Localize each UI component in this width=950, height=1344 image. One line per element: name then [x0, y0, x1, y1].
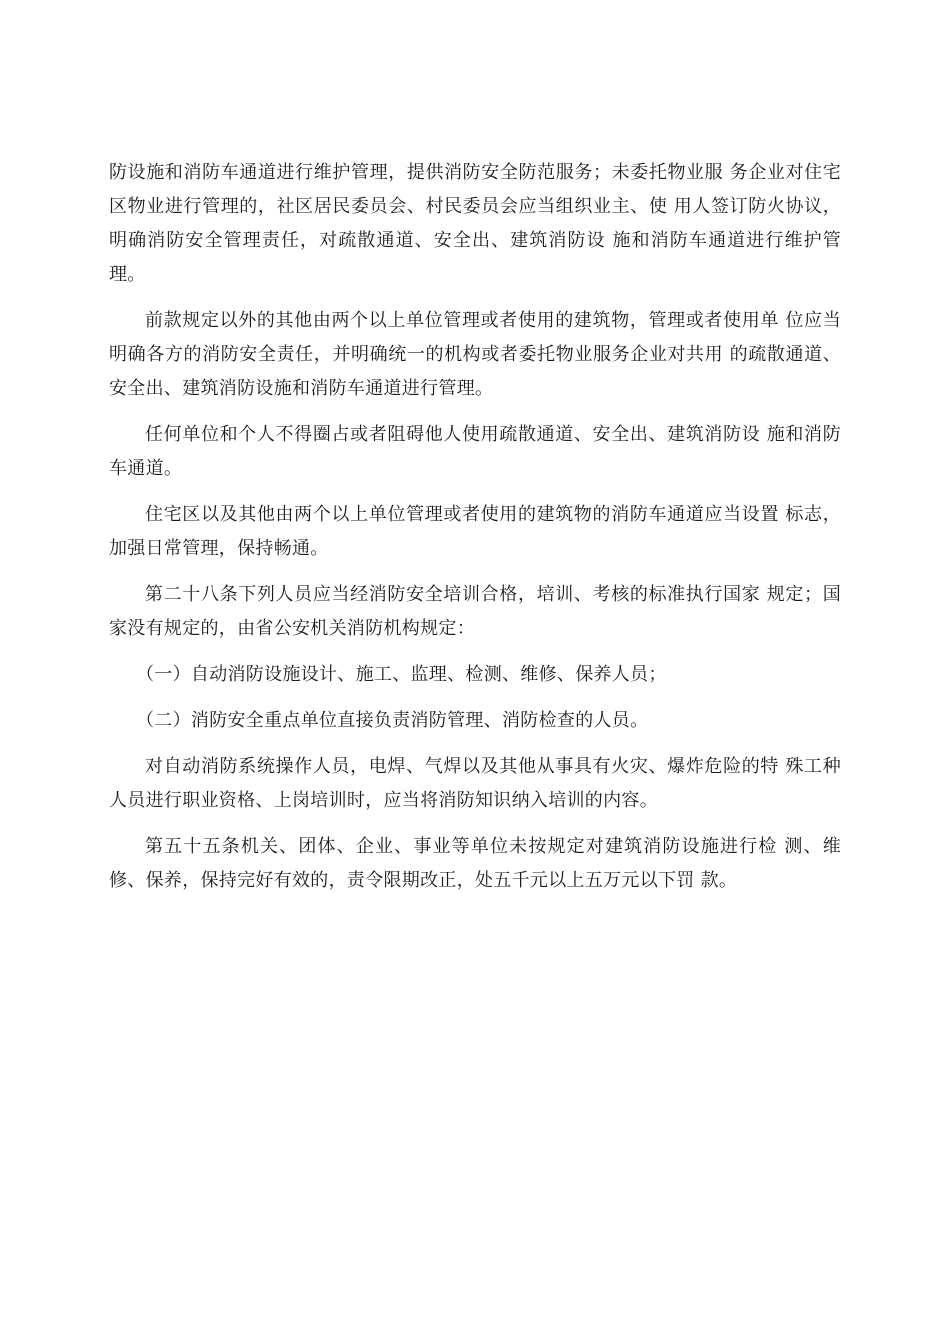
paragraph-2: 前款规定以外的其他由两个以上单位管理或者使用的建筑物，管理或者使用单 位应当明确各方的消防安全责任，并明确统一的机构或者委托物业服务企业对共用 的疏散通道、安全出、建筑消防设施和消防车通道进行管理。 — [109, 310, 841, 399]
paragraph-3: 任何单位和个人不得圈占或者阻碍他人使用疏散通道、安全出、建筑消防设 施和消防车通道。 — [109, 424, 841, 479]
list-item-2: （二）消防安全重点单位直接负责消防管理、消防检查的人员。 — [136, 710, 649, 731]
paragraph-8: 对自动消防系统操作人员，电焊、气焊以及其他从事具有火灾、爆炸危险的特 殊工种人员进行职业资格、上岗培训时，应当将消防知识纳入培训的内容。 — [109, 756, 841, 811]
document-page — [109, 156, 841, 910]
list-item-1: （一）自动消防设施设计、施工、监理、检测、维修、保养人员； — [136, 664, 667, 685]
paragraph-5: 第二十八条下列人员应当经消防安全培训合格，培训、考核的标准执行国家 规定；国家没有规定的，由省公安机关消防机构规定： — [109, 584, 841, 639]
paragraph-9: 第五十五条机关、团体、企业、事业等单位未按规定对建筑消防设施进行检 测、维修、保养，保持完好有效的，责令限期改正，处五千元以上五万元以下罚 款。 — [109, 836, 841, 891]
paragraph-1: 防设施和消防车通道进行维护管理，提供消防安全防范服务；未委托物业服 务企业对住宅区物业进行管理的，社区居民委员会、村民委员会应当组织业主、使 用人签订防火协议，明确消防安全管理责任，对疏散通道、安全出、建筑消防设 施和消防车通道进行维护管理。 — [109, 162, 841, 285]
paragraph-4: 住宅区以及其他由两个以上单位管理或者使用的建筑物的消防车通道应当设置 标志，加强日常管理，保持畅通。 — [109, 504, 841, 559]
